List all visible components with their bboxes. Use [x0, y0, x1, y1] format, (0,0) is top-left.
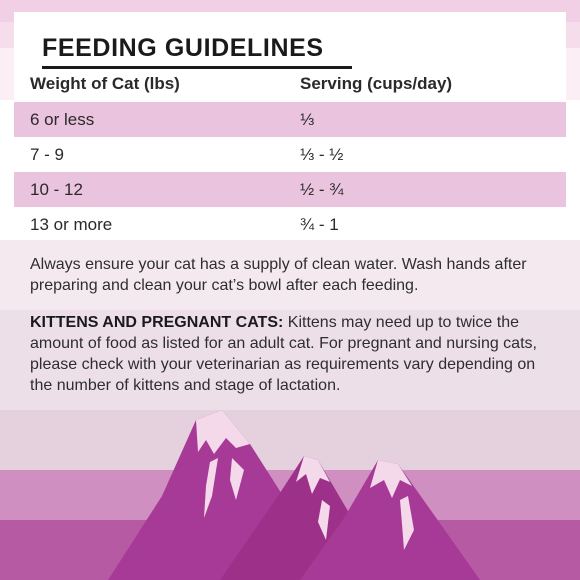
table-header-row: [14, 66, 566, 102]
kittens-label: KITTENS AND PREGNANT CATS:: [30, 314, 284, 331]
page-title: FEEDING GUIDELINES: [42, 34, 324, 62]
notes-section: [14, 240, 566, 410]
table-row: [14, 102, 566, 137]
row-weight: 7 - 9: [30, 145, 65, 164]
row-weight: 10 - 12: [30, 180, 83, 199]
row-serving: ⅓: [300, 110, 315, 129]
table-row: [14, 137, 566, 172]
header-weight: Weight of Cat (lbs): [30, 74, 180, 93]
row-serving: ¾ - 1: [300, 215, 339, 234]
kittens-text: Kittens may need up to twice the amount of food as listed for an adult cat. For pregnant and nursing cats, please check with your veterinarian as requirements vary depending on the number of kittens and stage of lactation.: [30, 314, 537, 394]
kittens-note: [30, 312, 560, 396]
feeding-table: [14, 66, 566, 242]
water-note: Always ensure your cat has a supply of clean water. Wash hands after preparing and clean your cat’s bowl after each feeding.: [30, 256, 527, 294]
row-serving: ⅓ - ½: [300, 145, 344, 164]
row-weight: 6 or less: [30, 110, 95, 129]
mountains-graphic: [0, 400, 580, 580]
row-weight: 13 or more: [30, 215, 113, 234]
header-serving: Serving (cups/day): [300, 74, 453, 93]
row-serving: ½ - ¾: [300, 180, 344, 199]
table-row: [14, 207, 566, 242]
table-row: [14, 172, 566, 207]
